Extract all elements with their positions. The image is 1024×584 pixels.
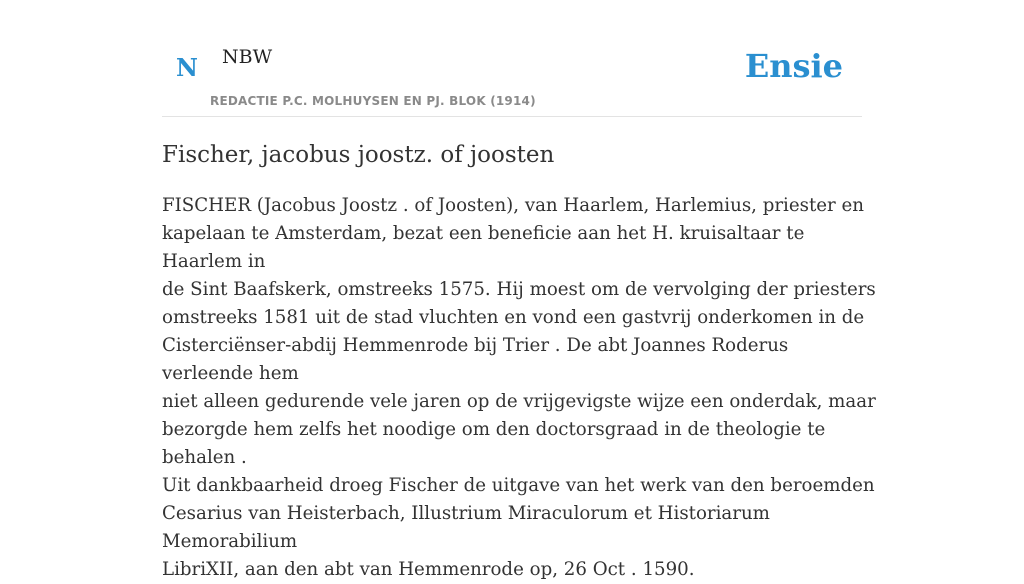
brand-logo[interactable]: Ensie [744, 47, 843, 85]
article-line: Uit dankbaarheid droeg Fischer de uitgave van het werk van den beroemden [162, 475, 875, 496]
source-name[interactable]: NBW [222, 46, 273, 68]
source-header [162, 0, 862, 117]
source-logo-icon[interactable]: N [176, 53, 198, 82]
source-editors: REDACTIE P.C. MOLHUYSEN EN PJ. BLOK (1914) [210, 94, 536, 108]
article-line: LibriXII, aan den abt van Hemmenrode op, 26 Oct . 1590. [162, 559, 695, 580]
article-body [162, 192, 882, 584]
article-line: kapelaan te Amsterdam, bezat een beneficie aan het H. kruisaltaar te Haarlem in [162, 223, 805, 272]
article-line: bezorgde hem zelfs het noodige om den doctorsgraad in de theologie te behalen . [162, 419, 826, 468]
article-line: Cisterciënser-abdij Hemmenrode bij Trier . De abt Joannes Roderus verleende hem [162, 335, 789, 384]
article-line: omstreeks 1581 uit de stad vluchten en vond een gastvrij onderkomen in de [162, 307, 865, 328]
article-title: Fischer, jacobus joostz. of joosten [162, 142, 555, 168]
article-line: FISCHER (Jacobus Joostz . of Joosten), van Haarlem, Harlemius, priester en [162, 195, 864, 216]
article-line: de Sint Baafskerk, omstreeks 1575. Hij moest om de vervolging der priesters [162, 279, 876, 300]
article-line: Cesarius van Heisterbach, Illustrium Miraculorum et Historiarum Memorabilium [162, 503, 770, 552]
article-line: niet alleen gedurende vele jaren op de vrijgevigste wijze een onderdak, maar [162, 391, 876, 412]
